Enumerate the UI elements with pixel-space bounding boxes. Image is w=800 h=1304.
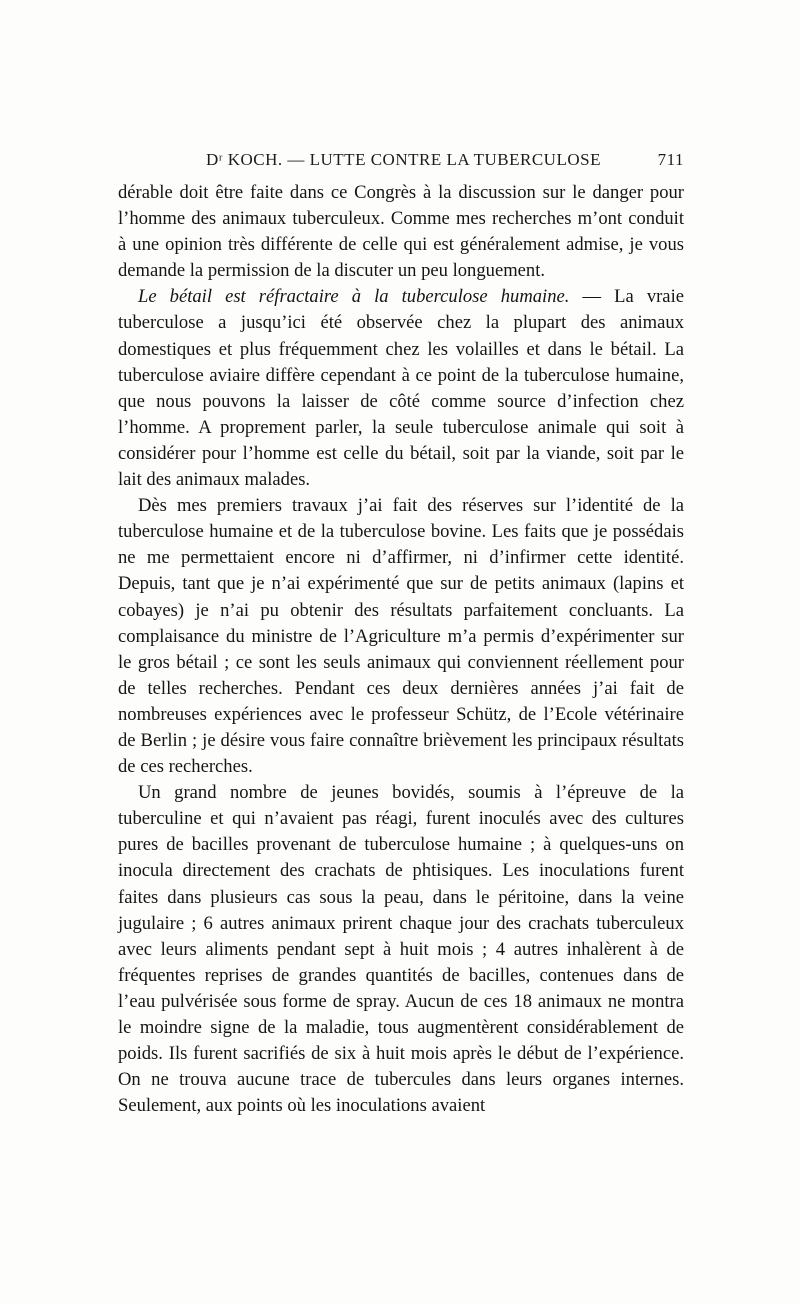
section-text: — La vraie tuberculose a jusqu’ici été observée chez la plupart des animaux domestiques et plus fréquemment chez les volailles et dans le bétail. La tuberculose aviaire diffère cependant à ce point de la tuberculose humaine, que nous pouvons la laisser de côté comme source d’infection chez l’homme. A proprement parler, la seule tuberculose animale qui soit à considérer pour l’homme est celle du bétail, soit par la viande, soit par le lait des animaux malades.	[118, 286, 684, 491]
paragraph-continued: dérable doit être faite dans ce Congrès à la discussion sur le danger pour l’homme des animaux tuberculeux. Comme mes recherches m’ont conduit à une opinion très différente de celle qui est généralement admise, je vous demande la permission de la discuter un peu longuement.	[118, 182, 684, 282]
paragraph: Dès mes premiers travaux j’ai fait des réserves sur l’identité de la tuberculose humaine et de la tuberculose bovine. Les faits que je possédais ne me permettaient encore ni d’affirmer, ni d’infirmer cette identité. Depuis, tant que je n’ai expérimenté que sur de petits animaux (lapins et cobayes) je n’ai pu obtenir des résultats parfaitement concluants. La complaisance du ministre de l’Agriculture m’a permis d’expérimenter sur le gros bétail ; ce sont les seuls animaux qui conviennent réellement pour de telles recherches. Pendant ces deux dernières années j’ai fait de nombreuses expériences avec le professeur Schütz, de l’Ecole vétérinaire de Berlin ; je désire vous faire connaître brièvement les principaux résultats de ces recherches.	[118, 495, 684, 778]
body-text	[118, 180, 684, 1119]
running-head	[118, 150, 684, 180]
page-number: 711	[657, 150, 684, 169]
paragraph-section	[118, 284, 684, 493]
paragraph: Un grand nombre de jeunes bovidés, soumis à l’épreuve de la tuberculine et qui n’avaient pas réagi, furent inoculés avec des cultures pures de bacilles provenant de tuberculose humaine ; à quelques-uns on inocula directement des crachats de phtisiques. Les inoculations furent faites dans plusieurs cas sous la peau, dans le péritoine, dans la veine jugulaire ; 6 autres animaux prirent chaque jour des crachats tuberculeux avec leurs aliments pendant sept à huit mois ; 4 autres inhalèrent à de fréquentes reprises de grandes quantités de bacilles, contenues dans de l’eau pulvérisée sous forme de spray. Aucun de ces 18 animaux ne montra le moindre signe de la maladie, tous augmentèrent considérablement de poids. Ils furent sacrifiés de six à huit mois après le début de l’expérience. On ne trouva aucune trace de tubercules dans leurs organes internes. Seulement, aux points où les inoculations avaient	[118, 782, 684, 1117]
section-heading: Le bétail est réfractaire à la tuberculose humaine.	[138, 286, 570, 308]
running-title: Dʳ KOCH. — LUTTE CONTRE LA TUBERCULOSE	[206, 150, 601, 169]
